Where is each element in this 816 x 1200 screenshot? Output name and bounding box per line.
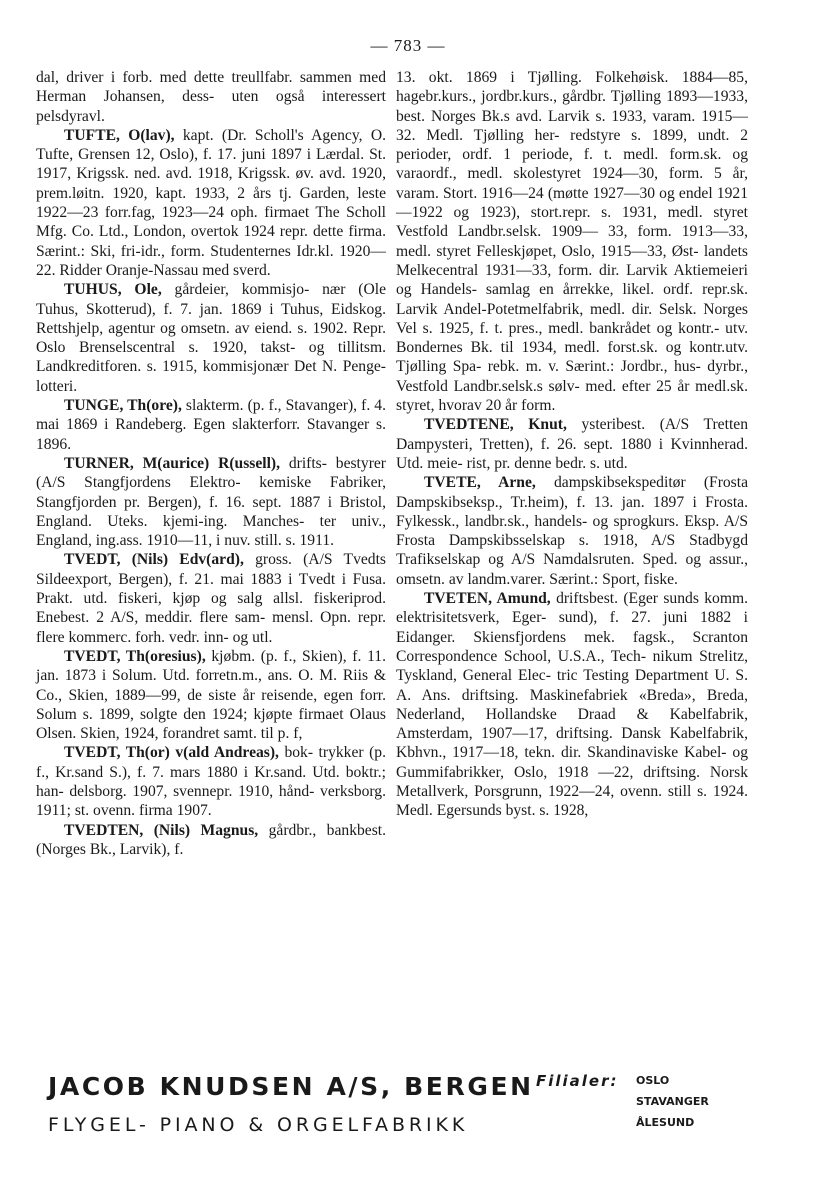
entry-text: 13. okt. 1869 i Tjølling. Folkehøisk. 1884—85, hagebr.kurs., jordbr.kurs., gårdbr. Tjølling 1893—1933, best. Norges Bk.s avd. Larvik s. 1933, varam. 1915—32. Medl. Tjølling her- redstyre s. 1899, undt. 2 perioder, ordf. 1 periode, f. t. medl. form.sk. og varaordf., medl. skolestyret 1924—30, form. 5 år, varam. Stort. 1916—24 (møtte 1927—30 og endel 1921—1922 og 1923), stort.repr. s. 1931, medl. styret Vestfold Landbr.selsk. 1909— 33, form. 1913—33, medl. styret Felleskjøpet, Oslo, 1915—33, Øst- landets Melkecentral 1931—33, form. dir. Larvik Aktiemeieri og Handels- samlag en årrekke, likel. ordf. repr.sk. Larvik Andel-Potetmelfabrik, medl. dir. Selsk. Norges Vel s. 1925, f. t. pres., medl. bankrådet og kontr.- utv. Bondernes Bk. til 1934, medl. forst.sk. og kontr.utv. Tjølling Spa- rebk. m. v. Særint.: Jordbr., hus- dyrbr., Vestfold Landbr.selsk.s sølv- med. efter 25 år medl.sk. styret, hvorav 20 år form. bbox=[396, 69, 748, 415]
entry-text: gårdeier, kommisjo- nær (Ole Tuhus, Skotterud), f. 7. jan. 1869 i Tuhus, Eidskog. Rettshjelp, agentur og omsetn. av eiend. s. 1902. Repr. Oslo Brenselscentral s. 1920, takst- og tillitsm. Landkreditforen. s. 1915, kommisjonær Det N. Penge- lotteri. bbox=[36, 281, 386, 395]
entry bbox=[396, 473, 748, 589]
entry-headword: TUNGE, Th(ore), bbox=[64, 397, 182, 415]
entry-text: gårdbr., bankbest. (Norges Bk., Larvik), f. bbox=[36, 821, 387, 858]
entry-text: gross. (A/S Tvedts Sildeexport, Bergen), f. 21. mai 1883 i Tvedt i Fusa. Prakt. utd. fiskeri, kjøp og salg allsl. fiskeriprod. Enebest. 2 A/S, meddir. flere sam- mensl. Opn. repr. flere kommerc. forh. vedr. inn- og utl. bbox=[36, 551, 386, 646]
advertisement-company-name: JACOB KNUDSEN A/S, BERGEN bbox=[48, 1072, 534, 1101]
entry-headword: TVEDTENE, Knut, bbox=[424, 416, 567, 434]
entry bbox=[36, 280, 386, 396]
entry-headword: TVEDTEN, (Nils) Magnus, bbox=[64, 821, 259, 839]
right-column bbox=[396, 68, 748, 821]
entry-text: drifts- bestyrer (A/S Stangfjordens Elektro- kemiske Fabriker, Stangfjorden pr. Bergen), f. 16. sept. 1887 i Bristol, England. Uteks. kjemi-ing. Manches- ter univ., England, ing.ass. 1910—11, i nuv. still. s. 1911. bbox=[36, 454, 386, 550]
entry bbox=[36, 126, 386, 280]
entry bbox=[36, 454, 386, 550]
entry bbox=[36, 821, 386, 860]
entry-text: dal, driver i forb. med dette treullfabr. sammen med Herman Johansen, dess- uten også interessert pelsdyravl. bbox=[36, 69, 386, 125]
advertisement-product-line: FLYGEL- PIANO & ORGELFABRIKK bbox=[48, 1114, 469, 1136]
entry bbox=[36, 743, 386, 820]
advertisement-branches-label: Filialer: bbox=[536, 1072, 619, 1090]
entry-text: kjøbm. (p. f., Skien), f. 11. jan. 1873 i Solum. Utd. forretn.m., ans. O. M. Riis & Co., Skien, 1889—99, de siste år reisende, egen forr. Solum s. 1899, solgte den 1924; kjøpte firmaet Olaus Olsen. Skien, 1924, forandret samt. til p. f, bbox=[36, 647, 386, 743]
entry-headword: TUHUS, Ole, bbox=[64, 281, 162, 299]
entry bbox=[36, 550, 386, 646]
entry-headword: TVETEN, Amund, bbox=[424, 590, 551, 608]
entry-headword: TVEDT, (Nils) Edv(ard), bbox=[64, 551, 244, 569]
entry bbox=[36, 396, 386, 454]
branch-name: STAVANGER bbox=[636, 1095, 709, 1108]
branch-name: ÅLESUND bbox=[636, 1116, 695, 1129]
entry-text: driftsbest. (Eger sunds komm. elektrisitetsverk, Eger- sund), f. 27. juni 1882 i Eidanger. Skiensfjordens mek. fagsk., Scranton Correspondence School, U.S.A., Tech- nikum Strelitz, Tyskland, General Elec- tric Testing Department U. S. A. Ans. driftsing. Maskinefabriek «Breda», Breda, Nederland, Hollandske Draad & Kabelfabrik, Amsterdam, 1907—17, driftsing. Dansk Kabelfabrik, Kbhvn., 1917—18, tekn. dir. Skandinaviske Kabel- og Gummifabrikker, Oslo, 1918 —22, driftsing. Norsk Metallverk, Porsgrunn, 1922—24, ovenn. still s. 1924. Medl. Egersunds byst. s. 1928, bbox=[396, 590, 749, 820]
entry bbox=[36, 68, 386, 126]
entry-text: kapt. (Dr. Scholl's Agency, O. Tufte, Grensen 12, Oslo), f. 17. juni 1897 i Lærdal. St. 1917, Krigssk. ned. avd. 1918, Krigssk. øv. avd. 1920, prem.løitn. 1920, kapt. 1933, 2 års tj. Garden, leste 1922—23 forr.fag, 1923—24 oph. firmaet The Scholl Mfg. Co. Ltd., London, overtok 1924 repr. dette firma. Særint.: Ski, fri-idr., form. Studenternes Idr.kl. 1920—22. Ridder Oranje-Nassau med sverd. bbox=[36, 126, 386, 279]
advertisement-branches-list bbox=[636, 1070, 709, 1133]
entry bbox=[396, 68, 748, 415]
entry-headword: TVEDT, Th(oresius), bbox=[64, 647, 206, 665]
entry-headword: TURNER, M(aurice) R(ussell), bbox=[64, 454, 281, 472]
entry-text: slakterm. (p. f., Stavanger), f. 4. mai 1869 i Randeberg. Egen slakterforr. Stavanger s. 1896. bbox=[36, 397, 386, 453]
entry-headword: TVEDT, Th(or) v(ald Andreas), bbox=[64, 744, 279, 762]
entry bbox=[396, 415, 748, 473]
entry-text: dampskibsekspeditør (Frosta Dampskibseksp., Tr.heim), f. 13. jan. 1897 i Frosta. Fylkessk., landbr.sk., handels- og sprogkurs. Eksp. A/S Frosta Dampskibsselskap s. 1918, A/S Stadbygd Trafikselskap og A/S Namdalsruten. Sped. og assur., omsetn. av landm.varer. Særint.: Sport, fiske. bbox=[396, 474, 749, 588]
branch-name: OSLO bbox=[636, 1074, 670, 1087]
entry-headword: TVETE, Arne, bbox=[424, 474, 536, 492]
entry-headword: TUFTE, O(lav), bbox=[64, 126, 175, 144]
entry-text: bok- trykker (p. f., Kr.sand S.), f. 7. mars 1880 i Kr.sand. Utd. boktr.; han- delsborg. 1907, svennepr. 1910, hånd- verksborg. 1911; st. ovenn. firma 1907. bbox=[36, 744, 386, 820]
entry bbox=[36, 647, 386, 743]
page-number: — 783 — bbox=[370, 36, 446, 55]
left-column bbox=[36, 68, 386, 859]
entry bbox=[396, 589, 748, 821]
entry-text: ysteribest. (A/S Tretten Dampysteri, Tretten), f. 26. sept. 1880 i Kvinnherad. Utd. meie- rist, pr. denne bedr. s. utd. bbox=[396, 416, 748, 472]
